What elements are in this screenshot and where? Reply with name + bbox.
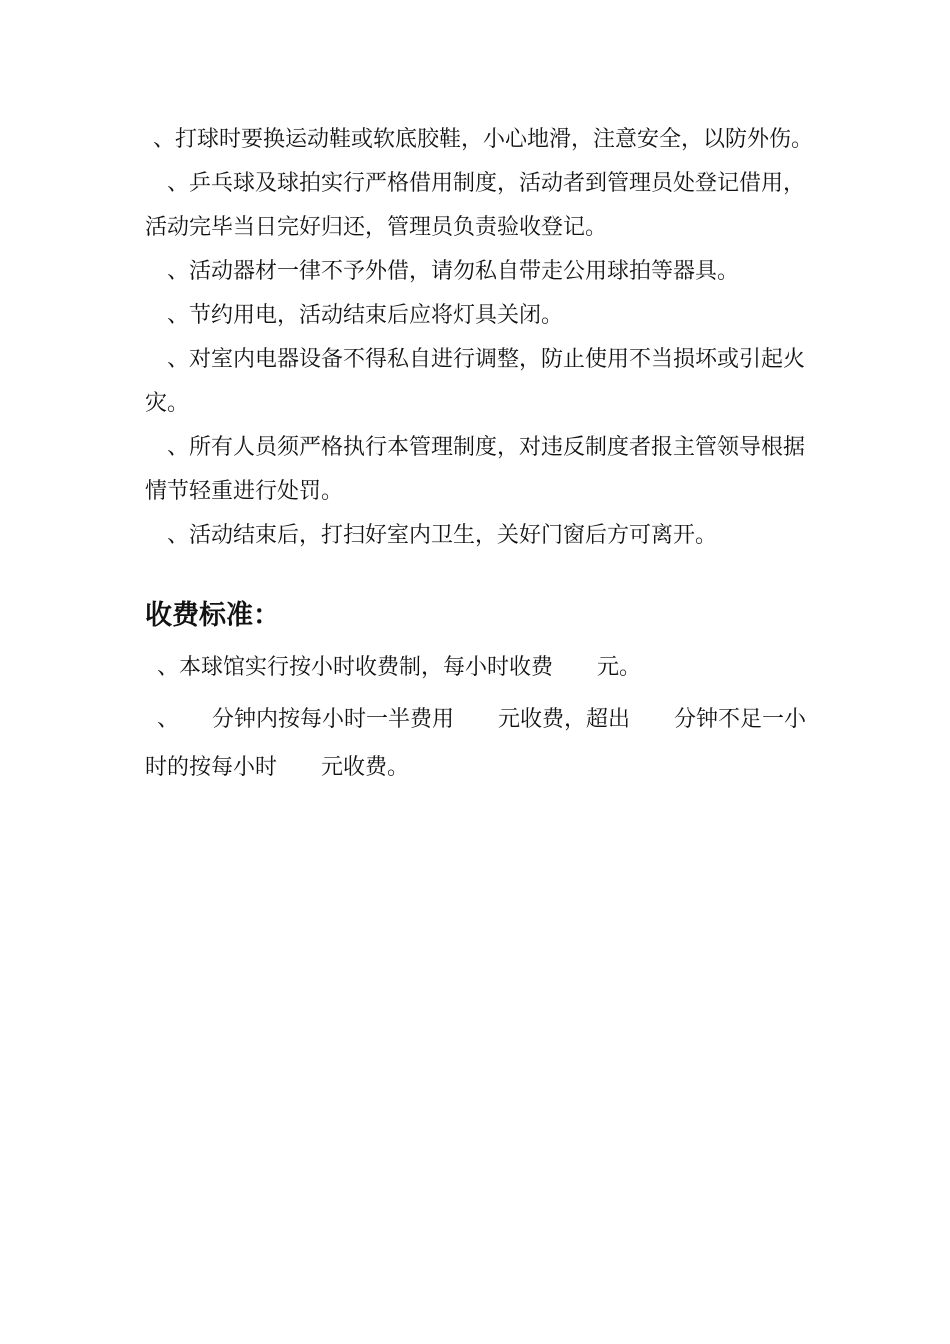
fee-standard-heading: 收费标准：: [145, 600, 280, 631]
rule-item-5: 、对室内电器设备不得私自进行调整，防止使用不当损坏或引起火灾。: [145, 347, 806, 416]
rule-item-1: 、打球时要换运动鞋或软底胶鞋，小心地滑，注意安全，以防外伤。: [153, 127, 814, 152]
rule-item-4: 、节约用电，活动结束后应将灯具关闭。: [167, 303, 564, 328]
rule-item-3: 、活动器材一律不予外借，请勿私自带走公用球拍等器具。: [167, 259, 740, 284]
rule-item-2: 、乒乓球及球拍实行严格借用制度，活动者到管理员处登记借用，活动完毕当日完好归还，管理员负责验收登记。: [145, 171, 806, 240]
fee-item-1: 、本球馆实行按小时收费制，每小时收费 元。: [157, 655, 642, 680]
document-body: [145, 118, 815, 796]
rule-item-6: 、所有人员须严格执行本管理制度，对违反制度者报主管领导根据情节轻重进行处罚。: [145, 435, 806, 504]
rule-item-7: 、活动结束后，打扫好室内卫生，关好门窗后方可离开。: [167, 523, 718, 548]
fee-item-2: 、 分钟内按每小时一半费用 元收费，超出 分钟不足一小时的按每小时 元收费。: [145, 707, 807, 780]
